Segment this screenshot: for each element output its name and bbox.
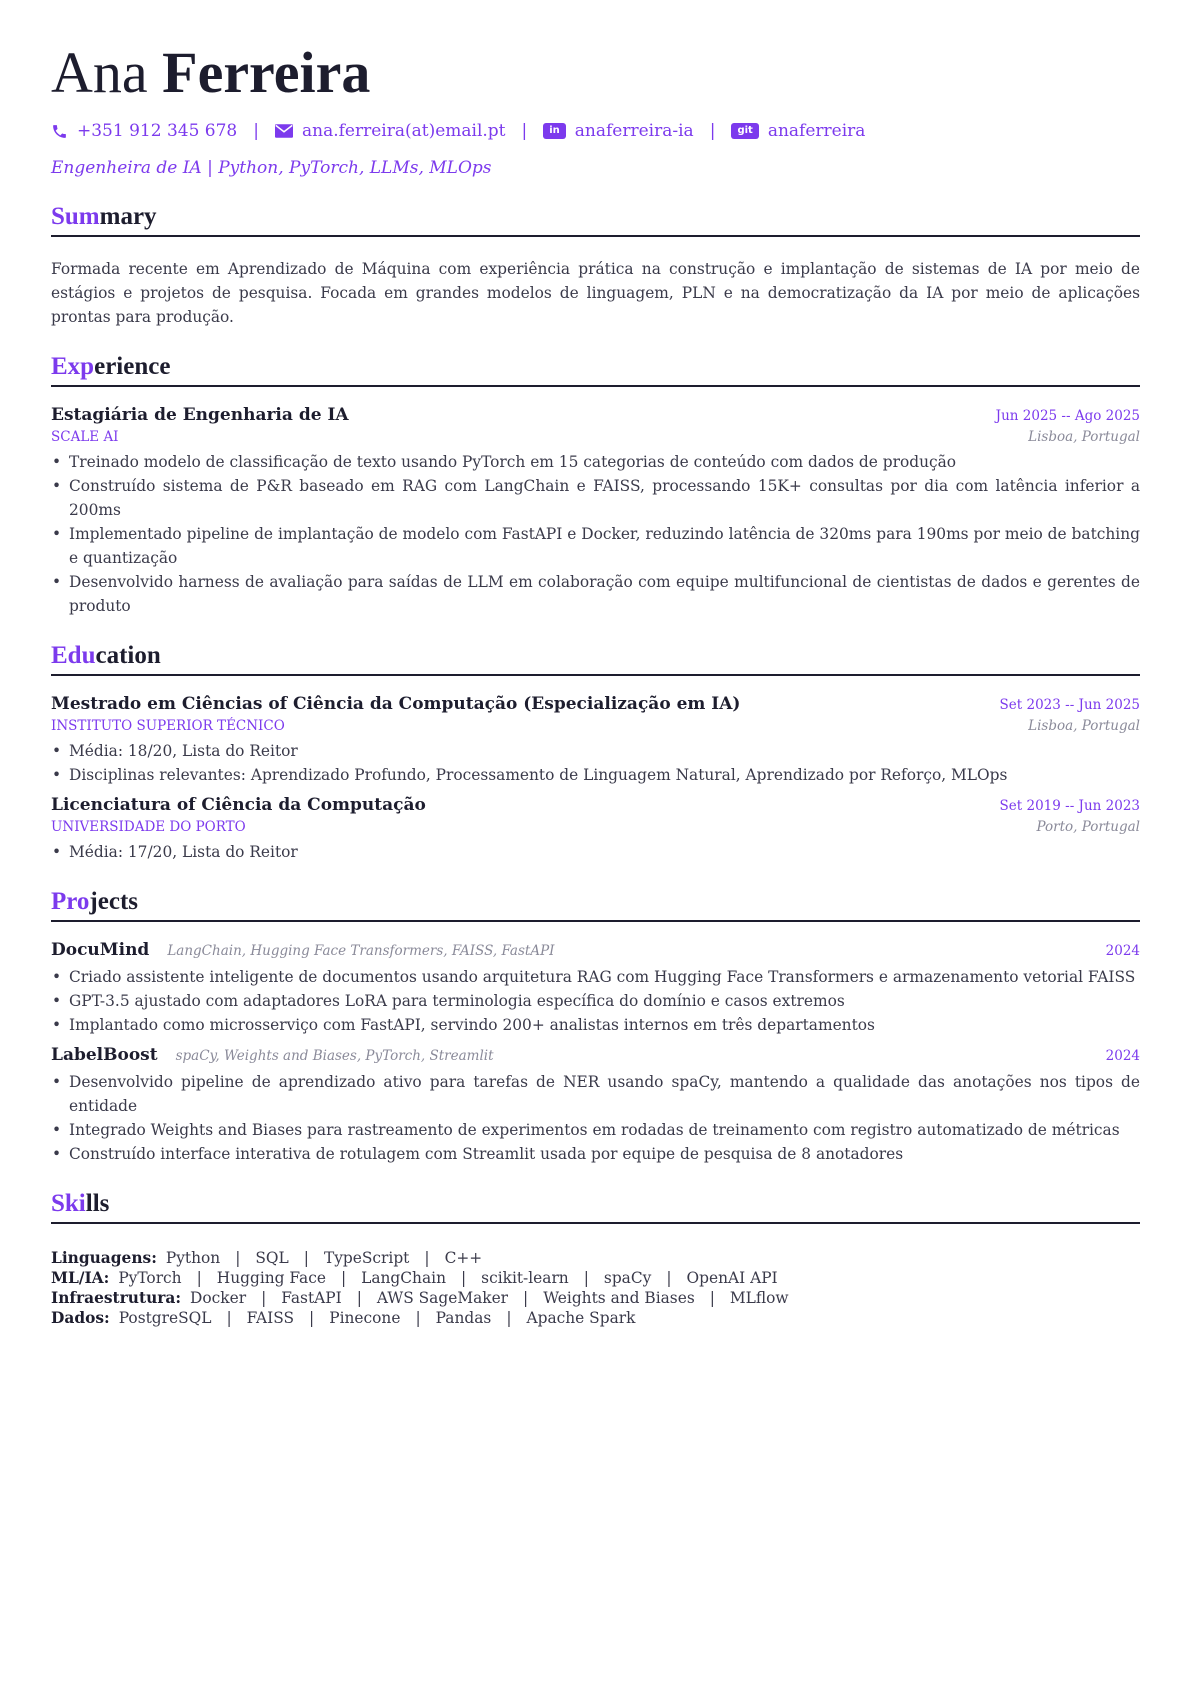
entry-header	[51, 403, 1140, 427]
degree-dates: Set 2019 -- Jun 2023	[999, 798, 1140, 814]
skill-separator: |	[709, 1289, 715, 1307]
section-title-experience	[51, 351, 1140, 387]
last-name: Ferreira	[162, 40, 371, 105]
list-item: • Construído sistema de P&R baseado em RAG com LangChain e FAISS, processando 15K+ consultas por dia com latência inferior a 200ms	[69, 474, 1140, 522]
skill-item: Apache Spark	[526, 1309, 636, 1327]
institution-name: INSTITUTO SUPERIOR TÉCNICO	[51, 718, 285, 734]
bullet-list	[51, 1070, 1140, 1166]
project-entry	[51, 1043, 1140, 1166]
phone-contact[interactable]	[51, 120, 237, 142]
skill-separator: |	[415, 1309, 421, 1327]
project-name: DocuMind	[51, 940, 150, 960]
list-item: • Disciplinas relevantes: Aprendizado Profundo, Processamento de Linguagem Natural, Aprendizado por Reforço, MLOps	[69, 763, 1140, 787]
project-year: 2024	[1105, 943, 1140, 959]
skill-item: OpenAI API	[686, 1269, 778, 1287]
section-title-accent: Sum	[51, 203, 100, 230]
skill-separator: |	[583, 1269, 589, 1287]
company-name: SCALE AI	[51, 429, 119, 445]
skill-item: PyTorch	[118, 1269, 182, 1287]
skill-item: MLflow	[729, 1289, 789, 1307]
email-contact[interactable]	[275, 120, 506, 142]
skill-separator: |	[196, 1269, 202, 1287]
skill-item: TypeScript	[323, 1249, 410, 1267]
job-dates: Jun 2025 -- Ago 2025	[995, 408, 1140, 424]
skill-separator: |	[523, 1289, 529, 1307]
skill-item: Hugging Face	[216, 1269, 326, 1287]
skill-separator: |	[340, 1269, 347, 1287]
degree-title: Licenciatura of Ciência da Computação	[51, 795, 426, 815]
project-tech: LangChain, Hugging Face Transformers, FAISS, FastAPI	[167, 943, 555, 959]
list-item: • Desenvolvido pipeline de aprendizado ativo para tarefas de NER usando spaCy, mantendo a qualidade das anotações nos tipos de entidade	[69, 1070, 1140, 1118]
email-address: ana.ferreira(at)email.pt	[301, 121, 506, 141]
institution-location: Porto, Portugal	[1036, 819, 1140, 835]
list-item: • Treinado modelo de classificação de texto usando PyTorch em 15 categorias de conteúdo com dados de produção	[69, 450, 1140, 474]
skill-item: Pinecone	[329, 1309, 401, 1327]
bullet-list	[51, 965, 1140, 1037]
skill-separator: |	[235, 1249, 241, 1267]
project-name: LabelBoost	[51, 1045, 158, 1065]
section-title-rest: erience	[94, 353, 171, 380]
projects-section	[51, 886, 1140, 1166]
linkedin-contact[interactable]	[543, 120, 693, 142]
bullet-list	[51, 450, 1140, 618]
skill-item: Docker	[190, 1289, 247, 1307]
skill-separator: |	[226, 1309, 232, 1327]
skills-section	[51, 1188, 1140, 1328]
section-title-education	[51, 640, 1140, 676]
experience-entry	[51, 403, 1140, 618]
list-item: • Construído interface interativa de rotulagem com Streamlit usada por equipe de pesquisa de 8 anotadores	[69, 1142, 1140, 1166]
section-title-accent: Exp	[51, 353, 95, 380]
skill-item: AWS SageMaker	[376, 1289, 509, 1307]
skill-separator: |	[261, 1289, 267, 1307]
section-title-accent: Ski	[51, 1190, 86, 1217]
skills-list	[51, 1248, 1140, 1328]
entry-subheader	[51, 817, 1140, 837]
skill-separator: |	[506, 1309, 512, 1327]
skill-item: FastAPI	[281, 1289, 342, 1307]
section-title-summary	[51, 201, 1140, 237]
skill-separator: |	[460, 1269, 467, 1287]
section-title-rest: mary	[99, 203, 157, 230]
entry-subheader	[51, 716, 1140, 736]
section-title-rest: jects	[89, 888, 138, 915]
entry-header	[51, 1043, 1140, 1067]
skill-row	[51, 1288, 1140, 1308]
skill-item: FAISS	[246, 1309, 295, 1327]
skill-separator: |	[309, 1309, 315, 1327]
project-entry	[51, 938, 1140, 1037]
skill-item: Weights and Biases	[543, 1289, 695, 1307]
skill-item: Pandas	[435, 1309, 492, 1327]
entry-header	[51, 692, 1140, 716]
tagline: Engenheira de IA | Python, PyTorch, LLMs, MLOps	[51, 158, 492, 178]
git-icon: git	[731, 123, 758, 139]
bullet-list	[51, 739, 1140, 787]
project-heading	[51, 1043, 494, 1067]
project-tech: spaCy, Weights and Biases, PyTorch, Streamlit	[175, 1048, 494, 1064]
entry-subheader	[51, 427, 1140, 447]
education-section	[51, 640, 1140, 864]
institution-location: Lisboa, Portugal	[1028, 718, 1140, 734]
contact-bar	[51, 120, 1140, 142]
job-location: Lisboa, Portugal	[1028, 429, 1140, 445]
skill-category: ML/IA:	[51, 1269, 110, 1287]
skill-row	[51, 1248, 1140, 1268]
bullet-list	[51, 840, 1140, 864]
linkedin-icon: in	[543, 123, 566, 139]
degree-dates: Set 2023 -- Jun 2025	[999, 697, 1140, 713]
degree-title: Mestrado em Ciências of Ciência da Computação (Especialização em IA)	[51, 694, 741, 714]
contact-separator: |	[253, 121, 259, 141]
skill-item: Python	[165, 1249, 221, 1267]
skill-item: spaCy	[603, 1269, 652, 1287]
skill-row	[51, 1268, 1140, 1288]
job-title: Estagiária de Engenharia de IA	[51, 405, 349, 425]
skill-category: Linguagens:	[51, 1249, 157, 1267]
contact-separator: |	[521, 121, 528, 141]
summary-section	[51, 201, 1140, 329]
section-title-skills	[51, 1188, 1140, 1224]
list-item: • Criado assistente inteligente de documentos usando arquitetura RAG com Hugging Face Transformers e armazenamento vetorial FAISS	[69, 965, 1140, 989]
education-entry	[51, 692, 1140, 787]
skill-item: PostgreSQL	[118, 1309, 212, 1327]
skill-separator: |	[303, 1249, 309, 1267]
contact-separator: |	[709, 121, 716, 141]
section-title-accent: Pro	[51, 888, 90, 915]
github-contact[interactable]	[731, 120, 865, 142]
skill-separator: |	[424, 1249, 430, 1267]
phone-icon	[51, 123, 68, 140]
skill-item: LangChain	[361, 1269, 446, 1287]
section-title-accent: Edu	[51, 642, 96, 669]
list-item: • Implementado pipeline de implantação de modelo com FastAPI e Docker, reduzindo latência de 320ms para 190ms por meio de batching e quantização	[69, 522, 1140, 570]
section-title-rest: cation	[95, 642, 161, 669]
list-item: • Média: 17/20, Lista do Reitor	[69, 840, 1140, 864]
skill-item: scikit-learn	[481, 1269, 569, 1287]
summary-text: Formada recente em Aprendizado de Máquina com experiência prática na construção e implantação de sistemas de IA por meio de estágios e projetos de pesquisa. Focada em grandes modelos de linguagem, PLN e na democratização da IA por meio de aplicações prontas para produção.	[51, 260, 1140, 326]
candidate-name	[51, 38, 1140, 108]
first-name: Ana	[51, 40, 148, 105]
envelope-icon	[275, 124, 293, 138]
project-heading	[51, 938, 555, 962]
skill-item: SQL	[255, 1249, 289, 1267]
education-entry	[51, 793, 1140, 864]
project-year: 2024	[1105, 1048, 1140, 1064]
github-handle: anaferreira	[767, 121, 866, 141]
section-title-projects	[51, 886, 1140, 922]
skill-category: Dados:	[51, 1309, 110, 1327]
phone-number: +351 912 345 678	[77, 121, 238, 141]
skill-item: C++	[444, 1249, 483, 1267]
skill-separator: |	[356, 1289, 362, 1307]
list-item: • Desenvolvido harness de avaliação para saídas de LLM em colaboração com equipe multifuncional de cientistas de dados e gerentes de produto	[69, 570, 1140, 618]
list-item: • GPT-3.5 ajustado com adaptadores LoRA para terminologia específica do domínio e casos extremos	[69, 989, 1140, 1013]
list-item: • Integrado Weights and Biases para rastreamento de experimentos em rodadas de treinamento com registro automatizado de métricas	[69, 1118, 1140, 1142]
linkedin-handle: anaferreira-ia	[574, 121, 694, 141]
list-item: • Implantado como microsserviço com FastAPI, servindo 200+ analistas internos em três departamentos	[69, 1013, 1140, 1037]
skill-row	[51, 1308, 1140, 1328]
entry-header	[51, 938, 1140, 962]
list-item: • Média: 18/20, Lista do Reitor	[69, 739, 1140, 763]
skill-category: Infraestrutura:	[51, 1289, 182, 1307]
entry-header	[51, 793, 1140, 817]
institution-name: UNIVERSIDADE DO PORTO	[51, 819, 246, 835]
section-title-rest: lls	[85, 1190, 110, 1217]
experience-section	[51, 351, 1140, 618]
skill-separator: |	[666, 1269, 672, 1287]
